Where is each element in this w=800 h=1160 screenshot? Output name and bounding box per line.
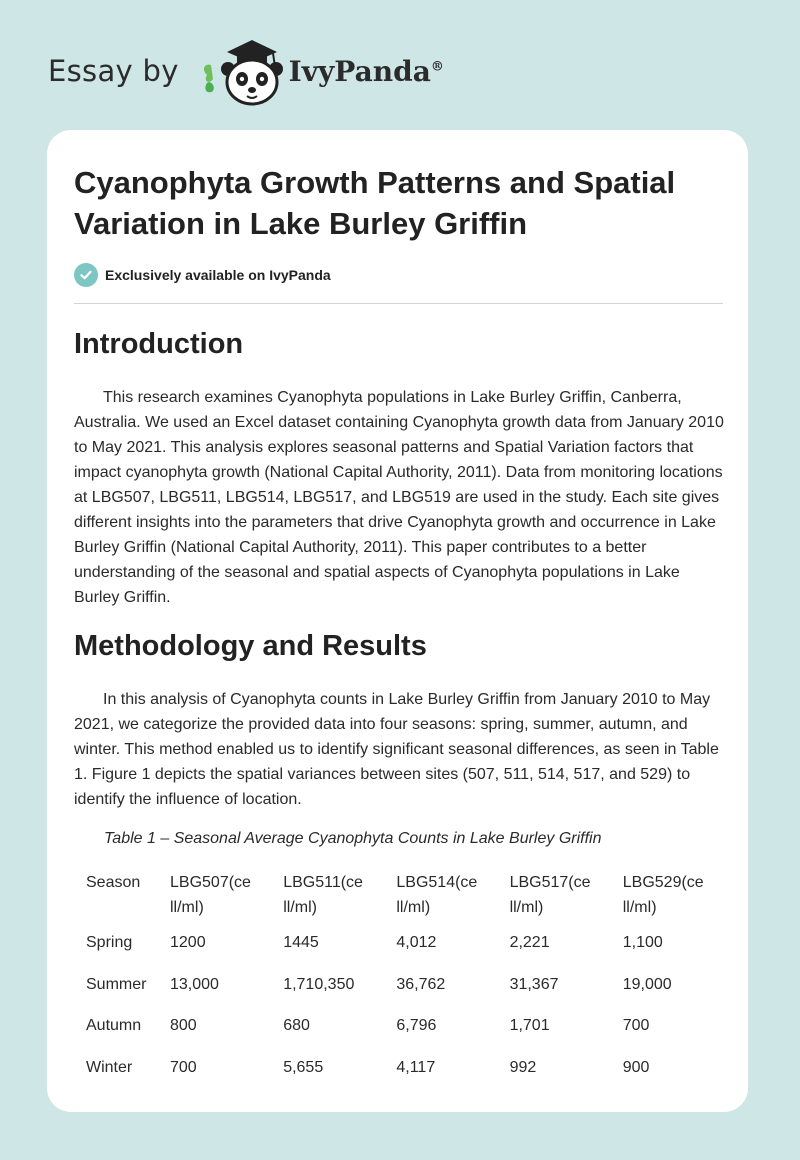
- table-cell: 700: [170, 1058, 197, 1076]
- introduction-paragraph: This research examines Cyanophyta populations in Lake Burley Griffin, Canberra, Australia. We used an Excel dataset containing Cyanophyta growth data from January 2010 to May 2021. This analysis explores seasonal patterns and Spatial Variation factors that impact cyanophyta growth (National Capital Authority, 2011). Data from monitoring locations at LBG507, LBG511, LBG514, LBG517, and LBG519 are used in the study. Each site gives different insights into the parameters that drive Cyanophyta growth and occurrence in Lake Burley Griffin (National Capital Authority, 2011). This paper contributes to a better understanding of the seasonal and spatial aspects of Cyanophyta populations in Lake Burley Griffin.: [74, 389, 724, 606]
- table-cell: 4,117: [396, 1058, 436, 1076]
- table-header-cell: LBG529(ce ll/ml): [622, 874, 704, 916]
- section-heading-methodology: Methodology and Results: [74, 630, 427, 662]
- table-row: [74, 1055, 724, 1097]
- table-cell: 31,367: [509, 975, 559, 993]
- exclusive-badge: [74, 263, 331, 287]
- brand-header[interactable]: [48, 36, 444, 106]
- table-cell: 680: [283, 1017, 310, 1034]
- table-cell: 13,000: [170, 975, 219, 993]
- table-header-cell: Season: [86, 874, 141, 891]
- badge-label: Exclusively available on IvyPanda: [105, 267, 331, 283]
- table-row: [74, 930, 724, 972]
- table-cell: 1,100: [622, 934, 663, 951]
- table-cell: 1445: [283, 934, 319, 951]
- brand-name: IvyPanda®: [288, 54, 444, 88]
- table-cell: Autumn: [86, 1017, 142, 1034]
- table-header-cell: LBG517(ce ll/ml): [509, 874, 591, 916]
- table-header-row: [74, 867, 724, 930]
- brand-prefix: Essay by: [48, 54, 179, 88]
- table-row: [74, 1013, 724, 1055]
- methodology-paragraph: In this analysis of Cyanophyta counts in Lake Burley Griffin from January 2010 to May 2021, we categorize the provided data into four seasons: spring, summer, autumn, and winter. This method enabled us to identify significant seasonal differences, as seen in Table 1. Figure 1 depicts the spatial variances between sites (507, 511, 514, 517, and 529) to identify the influence of location.: [74, 691, 719, 808]
- table-header-cell: LBG511(ce ll/ml): [283, 874, 363, 916]
- table-cell: Spring: [86, 934, 133, 951]
- table-cell: 2,221: [509, 934, 550, 951]
- table-cell: 1,701: [509, 1017, 550, 1034]
- section-heading-introduction: Introduction: [74, 328, 244, 360]
- article-title: Cyanophyta Growth Patterns and Spatial Variation in Lake Burley Griffin: [74, 165, 676, 241]
- table-cell: 6,796: [396, 1017, 437, 1034]
- table-cell: 700: [622, 1017, 650, 1034]
- table-header-cell: LBG507(ce ll/ml): [170, 874, 251, 916]
- table-cell: 4,012: [396, 934, 437, 951]
- table-cell: 992: [509, 1058, 537, 1076]
- check-circle-icon: [74, 263, 98, 287]
- table-caption: Table 1 – Seasonal Average Cyanophyta Counts in Lake Burley Griffin: [104, 830, 602, 847]
- table-cell: 19,000: [622, 975, 672, 993]
- table-cell: 800: [170, 1017, 197, 1034]
- table-cell: Summer: [86, 975, 147, 993]
- table-cell: 900: [622, 1058, 650, 1076]
- divider: [74, 303, 723, 304]
- table-cell: 1,710,350: [283, 975, 355, 993]
- table-row: [74, 972, 724, 1014]
- table-cell: 36,762: [396, 975, 446, 993]
- seasonal-counts-table: [74, 867, 724, 1096]
- panda-graduate-icon: [197, 35, 283, 107]
- table-cell: Winter: [86, 1058, 133, 1076]
- table-header-cell: LBG514(ce ll/ml): [396, 874, 478, 916]
- table-cell: 1200: [170, 934, 206, 951]
- article-card: [47, 130, 748, 1112]
- table-cell: 5,655: [283, 1058, 324, 1076]
